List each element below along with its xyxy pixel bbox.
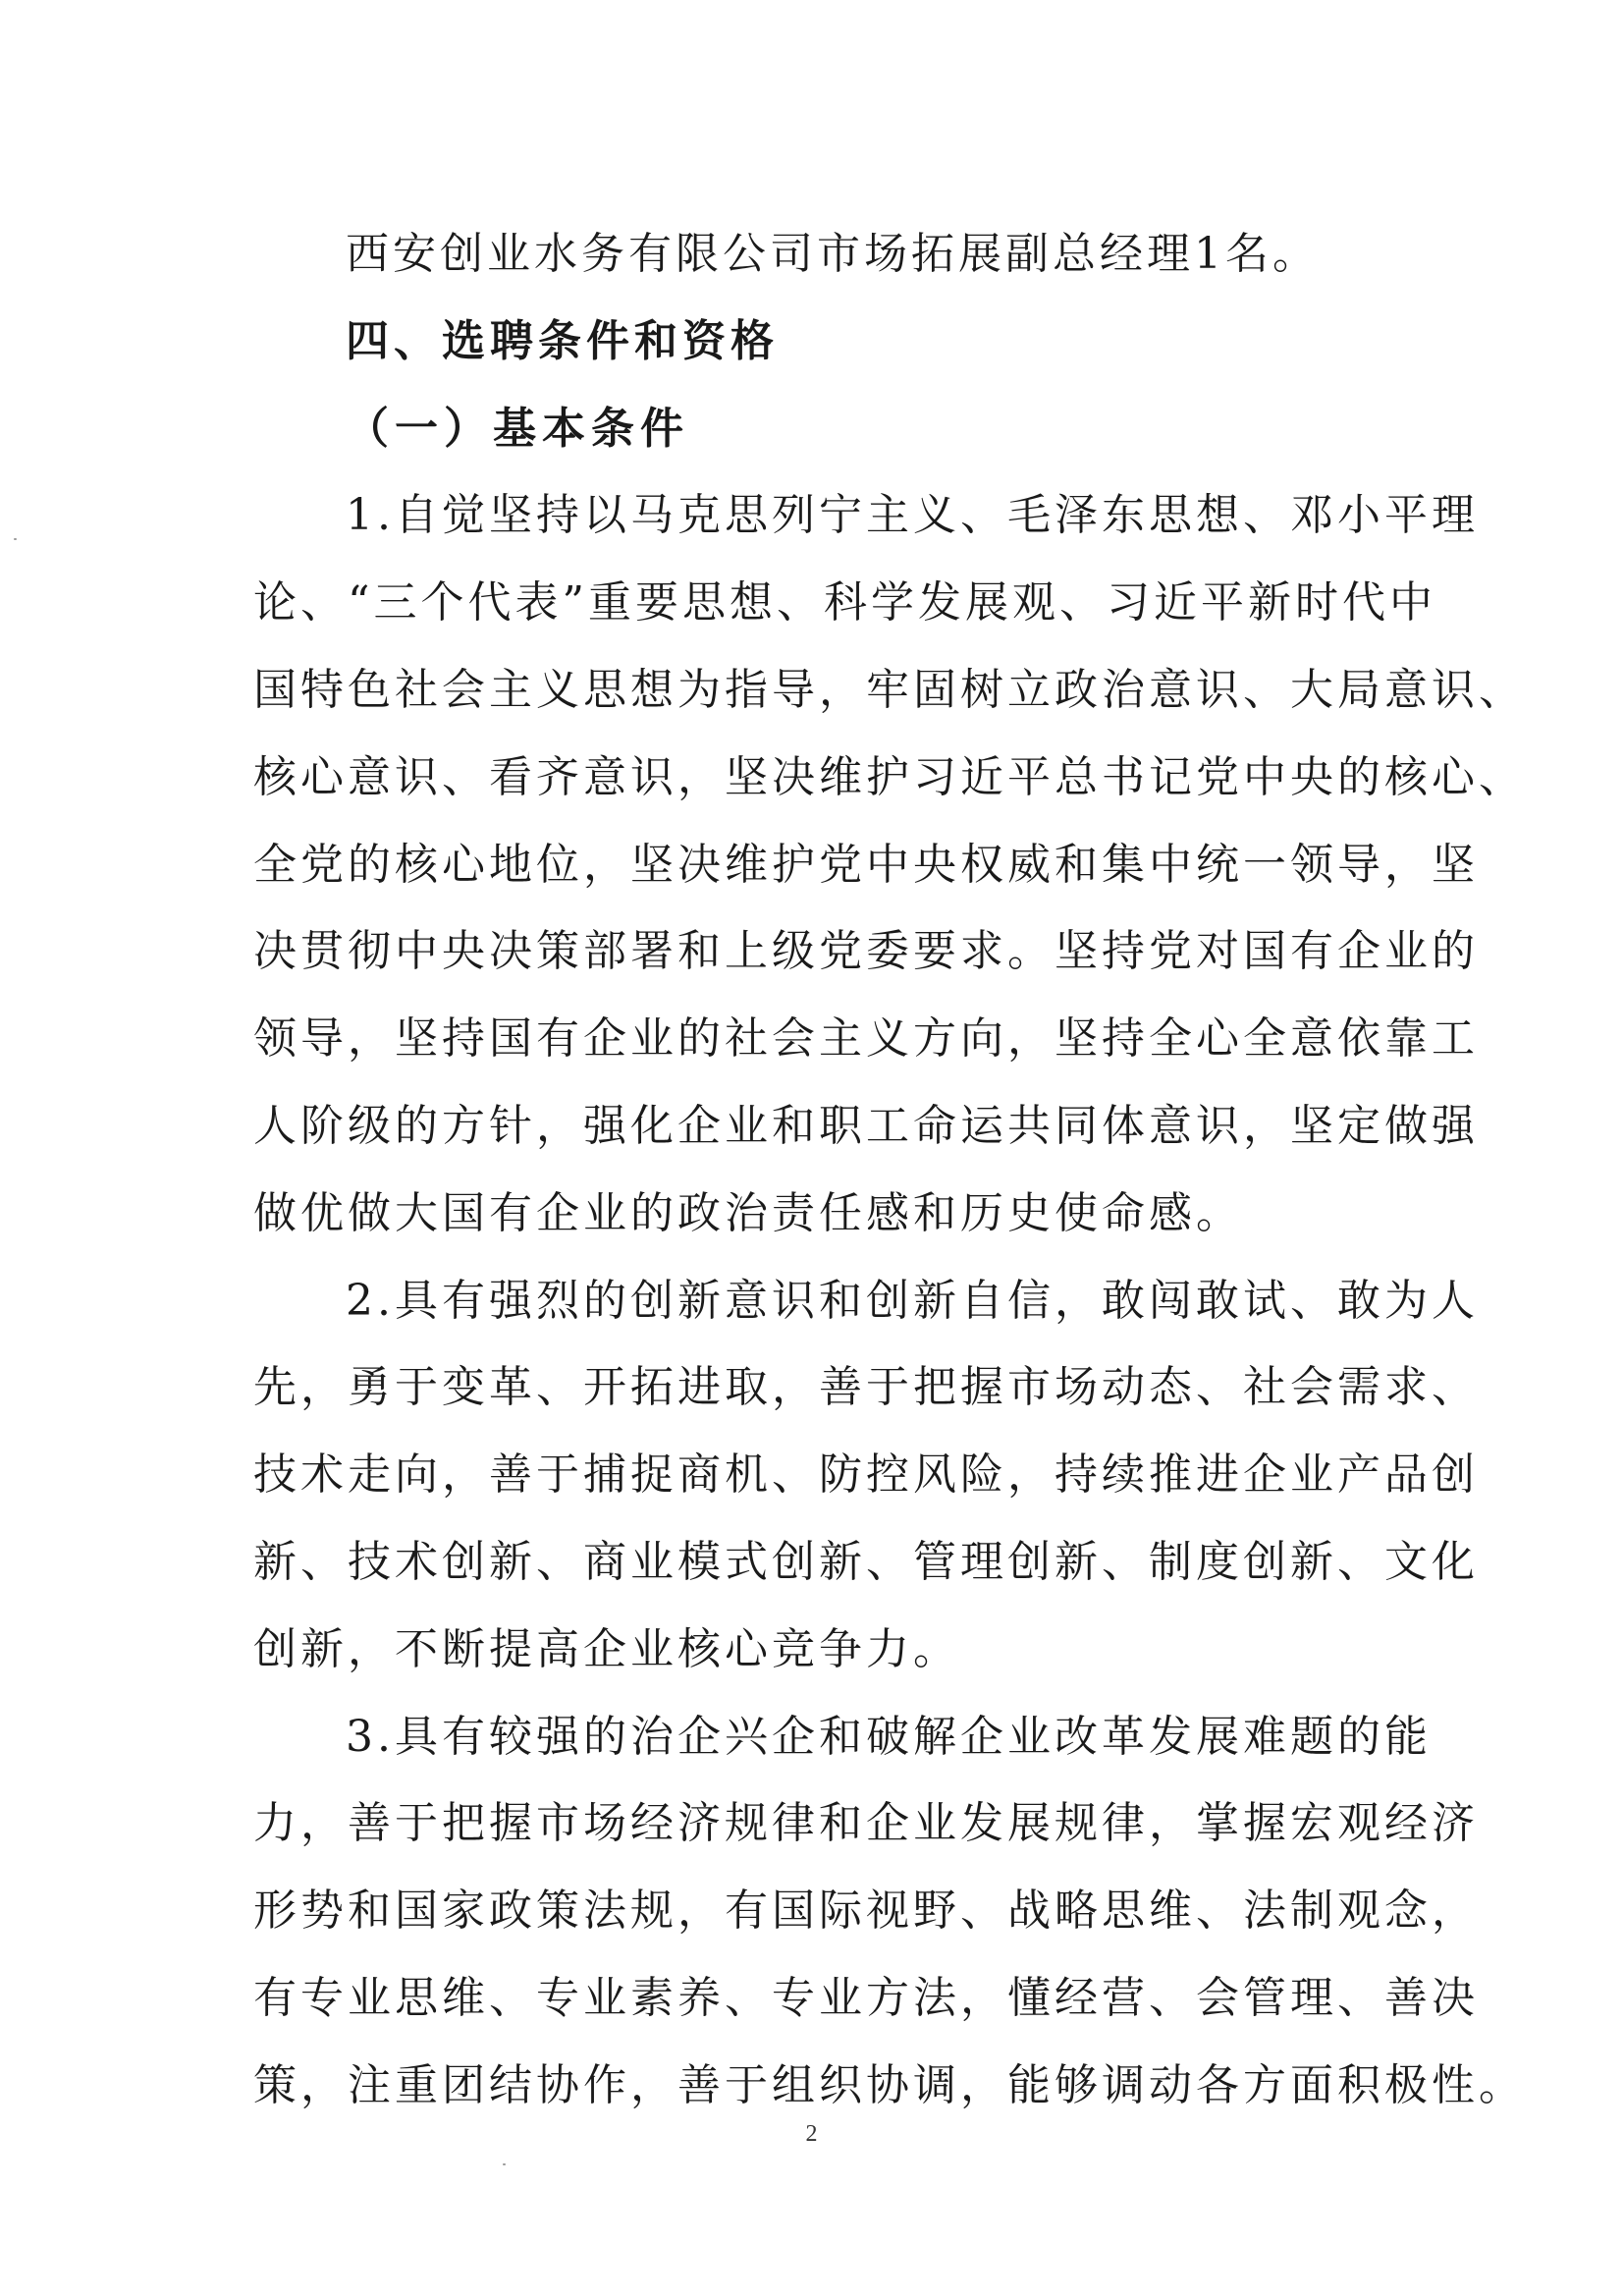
paragraph-2-line: 创新，不断提高企业核心竞争力。 bbox=[253, 1623, 960, 1674]
paragraph-2-line: 2.具有强烈的创新意识和创新自信，敢闯敢试、敢为人 bbox=[346, 1275, 1479, 1326]
paragraph-1-line: 1.自觉坚持以马克思列宁主义、毛泽东思想、邓小平理 bbox=[346, 490, 1479, 541]
paragraph-3-line: 有专业思维、专业素养、专业方法，懂经营、会管理、善决 bbox=[253, 1972, 1479, 2023]
paragraph-2-line: 先，勇于变革、开拓进取，善于把握市场动态、社会需求、 bbox=[253, 1362, 1479, 1413]
subsection-heading: （一）基本条件 bbox=[346, 403, 689, 454]
paragraph-3-line: 策，注重团结协作，善于组织协调，能够调动各方面积极性。 bbox=[253, 2059, 1526, 2110]
paragraph-1-line: 领导，坚持国有企业的社会主义方向，坚持全心全意依靠工 bbox=[253, 1013, 1479, 1065]
paragraph-1-line: 全党的核心地位，坚决维护党中央权威和集中统一领导，坚 bbox=[253, 839, 1479, 890]
scan-speck bbox=[14, 538, 17, 540]
paragraph-1-line: 国特色社会主义思想为指导，牢固树立政治意识、大局意识、 bbox=[253, 664, 1526, 715]
paragraph-3-line: 力，善于把握市场经济规律和企业发展规律，掌握宏观经济 bbox=[253, 1798, 1479, 1849]
section-heading: 四、选聘条件和资格 bbox=[346, 315, 779, 366]
paragraph-1-line: 论、“三个代表”重要思想、科学发展观、习近平新时代中 bbox=[253, 577, 1436, 629]
paragraph-3-line: 3.具有较强的治企兴企和破解企业改革发展难题的能 bbox=[346, 1711, 1432, 1762]
text-line: 西安创业水务有限公司市场拓展副总经理1名。 bbox=[346, 229, 1320, 279]
scan-speck bbox=[503, 2163, 506, 2165]
paragraph-1-line: 人阶级的方针，强化企业和职工命运共同体意识，坚定做强 bbox=[253, 1100, 1479, 1151]
paragraph-2-line: 技术走向，善于捕捉商机、防控风险，持续推进企业产品创 bbox=[253, 1449, 1479, 1501]
paragraph-1-line: 做优做大国有企业的政治责任感和历史使命感。 bbox=[253, 1187, 1243, 1238]
paragraph-3-line: 形势和国家政策法规，有国际视野、战略思维、法制观念， bbox=[253, 1886, 1479, 1937]
paragraph-2-line: 新、技术创新、商业模式创新、管理创新、制度创新、文化 bbox=[253, 1536, 1479, 1587]
paragraph-1-line: 决贯彻中央决策部署和上级党委要求。坚持党对国有企业的 bbox=[253, 926, 1479, 977]
page-number: 2 bbox=[805, 2121, 818, 2147]
paragraph-1-line: 核心意识、看齐意识，坚决维护习近平总书记党中央的核心、 bbox=[253, 751, 1526, 802]
document-body bbox=[253, 211, 1526, 2130]
